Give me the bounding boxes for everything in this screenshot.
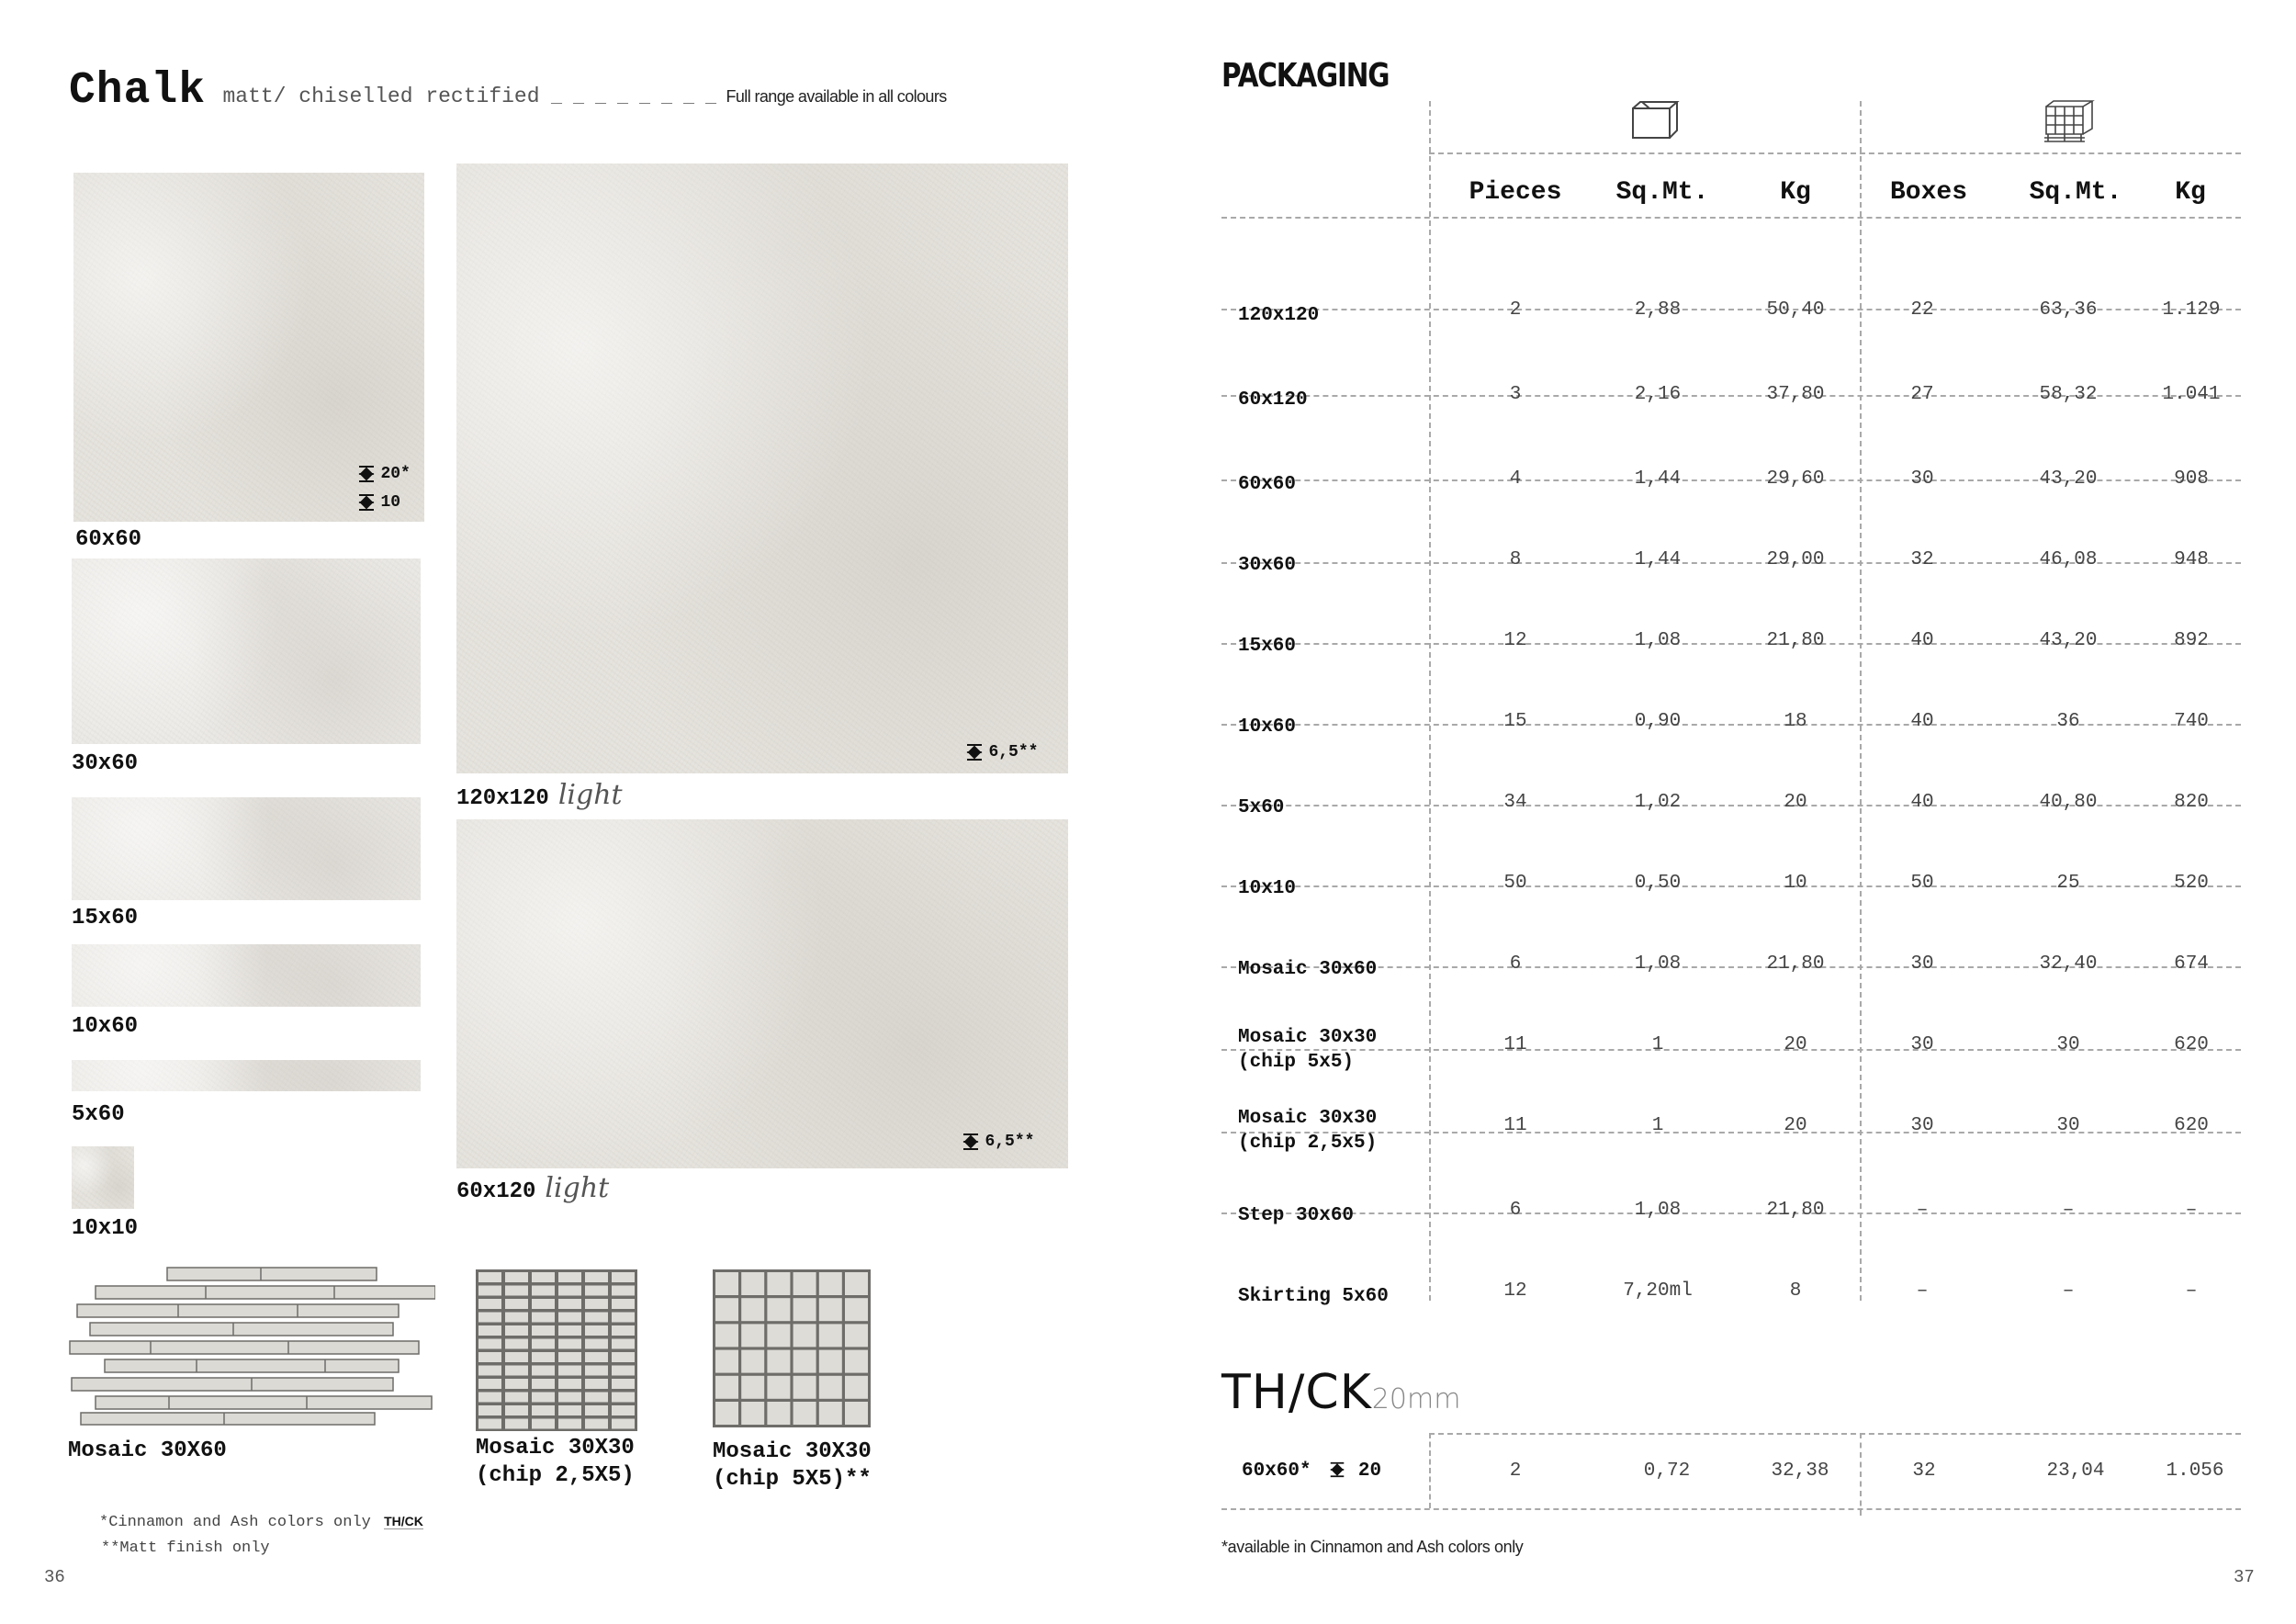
cell-pieces: 12 bbox=[1503, 1280, 1527, 1302]
tile-120x120-image bbox=[456, 164, 1068, 773]
row-label bbox=[1238, 553, 1296, 578]
cell-pallet-sqmt: 43,20 bbox=[2039, 630, 2098, 651]
tile-label-120x120 bbox=[456, 779, 623, 811]
cell-sqmt: 0,90 bbox=[1634, 711, 1682, 732]
cell-sqmt: 1 bbox=[1651, 1034, 1664, 1055]
thick-logo-main: TH/CK bbox=[1221, 1365, 1372, 1420]
tile-label-5x60: 5x60 bbox=[72, 1102, 125, 1127]
cell-boxes: 30 bbox=[1910, 468, 1934, 490]
thick-mini-logo: TH/CK bbox=[384, 1514, 423, 1528]
cell-sqmt: 1 bbox=[1651, 1115, 1664, 1136]
thick-pallet-kg: 1.056 bbox=[2166, 1460, 2224, 1482]
thick-logo bbox=[1221, 1365, 1460, 1420]
cell-kg: 20 bbox=[1784, 1115, 1807, 1136]
cell-pallet-sqmt: 43,20 bbox=[2039, 468, 2098, 490]
thick-sqmt: 0,72 bbox=[1643, 1460, 1691, 1482]
mosaic-chip bbox=[845, 1376, 868, 1399]
cell-boxes: – bbox=[1916, 1280, 1929, 1302]
cell-kg: 8 bbox=[1789, 1280, 1802, 1302]
mosaic-chip bbox=[478, 1286, 501, 1296]
thick-logo-small: 20mm bbox=[1371, 1383, 1461, 1415]
cell-pallet-kg: 674 bbox=[2174, 953, 2209, 975]
mosaic-chip bbox=[478, 1299, 501, 1309]
mosaic-chip bbox=[612, 1286, 635, 1296]
mosaic-chip bbox=[585, 1313, 608, 1323]
mosaic-chip bbox=[532, 1272, 555, 1282]
mosaic-chip-5x5-label bbox=[713, 1438, 872, 1494]
cell-boxes: 32 bbox=[1910, 549, 1934, 570]
mosaic-chip bbox=[505, 1325, 528, 1336]
mosaic-chip bbox=[558, 1405, 581, 1415]
cell-boxes: 30 bbox=[1910, 953, 1934, 975]
page-number-left: 36 bbox=[44, 1567, 65, 1587]
cell-boxes: 22 bbox=[1910, 299, 1934, 321]
mosaic-chip bbox=[478, 1325, 501, 1336]
cell-pallet-sqmt: 46,08 bbox=[2039, 549, 2098, 570]
thick-row-label bbox=[1242, 1459, 1381, 1483]
mosaic-chip bbox=[558, 1379, 581, 1389]
cell-pieces: 8 bbox=[1509, 549, 1522, 570]
cell-pieces: 11 bbox=[1503, 1115, 1527, 1136]
mosaic-chip bbox=[612, 1393, 635, 1403]
mosaic-chip bbox=[612, 1379, 635, 1389]
finish-light: light bbox=[545, 1172, 610, 1204]
row-divider bbox=[1429, 152, 2241, 154]
cell-pallet-kg: 1.041 bbox=[2162, 384, 2221, 405]
pallet-icon bbox=[2043, 99, 2096, 143]
row-label-line1: 60x120 bbox=[1238, 389, 1308, 411]
mosaic-chip bbox=[793, 1402, 816, 1425]
cell-pallet-kg: 520 bbox=[2174, 873, 2209, 894]
cell-pallet-sqmt: 58,32 bbox=[2039, 384, 2098, 405]
mosaic-chip bbox=[715, 1272, 738, 1295]
mosaic-chip bbox=[585, 1419, 608, 1429]
mosaic-chip bbox=[558, 1393, 581, 1403]
thickness-badge-6-5-b bbox=[961, 1132, 1034, 1152]
mosaic-chip bbox=[532, 1325, 555, 1336]
mosaic-chip bbox=[505, 1339, 528, 1349]
thickness-badge-20 bbox=[356, 464, 411, 484]
cell-pallet-kg: – bbox=[2185, 1200, 2198, 1221]
mosaic-chip bbox=[585, 1366, 608, 1376]
mosaic-chip bbox=[558, 1339, 581, 1349]
tile-10x10-image bbox=[72, 1146, 134, 1209]
mosaic-chip bbox=[558, 1286, 581, 1296]
mosaic-chip bbox=[505, 1352, 528, 1362]
mosaic-chip bbox=[585, 1286, 608, 1296]
thickness-icon bbox=[961, 1132, 981, 1152]
thick-divider-mid bbox=[1860, 1433, 1862, 1516]
range-note: Full range available in all colours bbox=[726, 87, 947, 106]
column-divider bbox=[1429, 101, 1431, 1301]
mosaic-chip bbox=[478, 1313, 501, 1323]
cell-pieces: 3 bbox=[1509, 384, 1522, 405]
cell-sqmt: 1,08 bbox=[1634, 630, 1682, 651]
row-label bbox=[1238, 472, 1296, 497]
thick-row-thickness: 20 bbox=[1357, 1460, 1382, 1482]
row-label bbox=[1238, 1284, 1389, 1309]
thick-pieces: 2 bbox=[1509, 1460, 1522, 1482]
mosaic-chip bbox=[585, 1405, 608, 1415]
row-label-line1: Mosaic 30x60 bbox=[1238, 959, 1378, 980]
mosaic-chip bbox=[532, 1366, 555, 1376]
cell-boxes: 27 bbox=[1910, 384, 1934, 405]
row-label-line1: Mosaic 30x30 bbox=[1238, 1027, 1378, 1048]
row-label bbox=[1238, 1203, 1354, 1228]
cell-kg: 20 bbox=[1784, 792, 1807, 813]
row-label bbox=[1238, 1106, 1377, 1156]
mosaic-label-line1: Mosaic 30X30 bbox=[476, 1436, 635, 1460]
mosaic-chip bbox=[532, 1405, 555, 1415]
mosaic-chip bbox=[767, 1272, 790, 1295]
row-label bbox=[1238, 1025, 1377, 1075]
thickness-value: 6,5** bbox=[988, 743, 1039, 762]
tile-label-10x60: 10x60 bbox=[72, 1014, 139, 1039]
mosaic-chip bbox=[532, 1419, 555, 1429]
packaging-footnote: *available in Cinnamon and Ash colors only bbox=[1221, 1538, 1524, 1556]
mosaic-chip bbox=[478, 1393, 501, 1403]
mosaic-chip bbox=[819, 1272, 842, 1295]
row-label-line1: 5x60 bbox=[1238, 797, 1285, 818]
mosaic-label-line1: Mosaic 30X30 bbox=[713, 1439, 872, 1464]
thick-pallet-sqmt: 23,04 bbox=[2046, 1460, 2105, 1482]
mosaic-chip bbox=[715, 1298, 738, 1321]
mosaic-chip bbox=[585, 1393, 608, 1403]
mosaic-chip bbox=[612, 1419, 635, 1429]
mosaic-chip bbox=[767, 1324, 790, 1347]
row-label bbox=[1238, 876, 1296, 901]
row-label-line2: (chip 5x5) bbox=[1238, 1052, 1355, 1073]
cell-pallet-kg: 1.129 bbox=[2162, 299, 2221, 321]
thickness-badge-6-5 bbox=[964, 742, 1038, 762]
subtitle-dashes: _ _ _ _ _ _ _ _ bbox=[551, 87, 717, 108]
cell-pieces: 4 bbox=[1509, 468, 1522, 490]
row-label-line1: 120x120 bbox=[1238, 305, 1320, 326]
mosaic-chip bbox=[612, 1313, 635, 1323]
tile-60x120-image bbox=[456, 819, 1068, 1168]
thickness-badge-10 bbox=[356, 492, 400, 513]
mosaic-chip bbox=[793, 1350, 816, 1373]
row-label-line1: 10x60 bbox=[1238, 716, 1297, 738]
row-label-line1: Mosaic 30x30 bbox=[1238, 1108, 1378, 1129]
thick-boxes: 32 bbox=[1912, 1460, 1936, 1482]
cell-kg: 21,80 bbox=[1766, 953, 1825, 975]
mosaic-chip bbox=[505, 1286, 528, 1296]
mosaic-chip bbox=[845, 1324, 868, 1347]
cell-pallet-sqmt: – bbox=[2062, 1280, 2075, 1302]
cell-sqmt: 2,88 bbox=[1634, 299, 1682, 321]
thickness-icon bbox=[356, 492, 377, 513]
mosaic-chip bbox=[793, 1298, 816, 1321]
cell-pallet-kg: 948 bbox=[2174, 549, 2209, 570]
mosaic-chip bbox=[819, 1402, 842, 1425]
product-subtitle: matt/ chiselled rectified bbox=[222, 85, 540, 108]
mosaic-chip bbox=[767, 1350, 790, 1373]
mosaic-chip bbox=[505, 1379, 528, 1389]
mosaic-chip bbox=[478, 1405, 501, 1415]
cell-sqmt: 1,08 bbox=[1634, 953, 1682, 975]
thickness-value: 20* bbox=[380, 465, 411, 484]
cell-kg: 29,00 bbox=[1766, 549, 1825, 570]
mosaic-chip bbox=[585, 1379, 608, 1389]
cell-sqmt: 1,08 bbox=[1634, 1200, 1682, 1221]
mosaic-chip bbox=[558, 1325, 581, 1336]
mosaic-chip bbox=[741, 1324, 764, 1347]
col-header-kg: Kg bbox=[1780, 178, 1811, 207]
tile-label-30x60: 30x60 bbox=[72, 751, 139, 776]
mosaic-chip bbox=[532, 1379, 555, 1389]
row-label-line2: (chip 2,5x5) bbox=[1238, 1133, 1378, 1154]
mosaic-chip bbox=[793, 1324, 816, 1347]
thick-row-top-line bbox=[1429, 1433, 2241, 1435]
mosaic-chip bbox=[612, 1339, 635, 1349]
cell-sqmt: 0,50 bbox=[1634, 873, 1682, 894]
finish-light: light bbox=[557, 779, 623, 811]
cell-kg: 21,80 bbox=[1766, 630, 1825, 651]
footnote-matt-finish: **Matt finish only bbox=[101, 1539, 270, 1557]
row-label-line1: 60x60 bbox=[1238, 474, 1297, 495]
product-title-block bbox=[69, 66, 947, 116]
mosaic-chip bbox=[532, 1299, 555, 1309]
cell-pallet-sqmt: 30 bbox=[2056, 1034, 2080, 1055]
row-label-line1: Skirting 5x60 bbox=[1238, 1286, 1389, 1307]
mosaic-chip bbox=[767, 1298, 790, 1321]
mosaic-chip bbox=[505, 1299, 528, 1309]
mosaic-chip bbox=[585, 1339, 608, 1349]
mosaic-chip bbox=[715, 1376, 738, 1399]
thick-divider-left bbox=[1429, 1433, 1431, 1508]
cell-boxes: 30 bbox=[1910, 1034, 1934, 1055]
mosaic-chip-2-5x5-label bbox=[476, 1435, 635, 1490]
cell-boxes: 30 bbox=[1910, 1115, 1934, 1136]
thick-row-bottom-line bbox=[1221, 1508, 2241, 1510]
cell-pieces: 11 bbox=[1503, 1034, 1527, 1055]
mosaic-chip bbox=[478, 1352, 501, 1362]
cell-kg: 29,60 bbox=[1766, 468, 1825, 490]
mosaic-chip bbox=[558, 1299, 581, 1309]
tile-label-60x120 bbox=[456, 1172, 609, 1204]
col-header-pallet-kg: Kg bbox=[2175, 178, 2206, 207]
mosaic-chip bbox=[612, 1272, 635, 1282]
mosaic-30x60-image bbox=[68, 1266, 435, 1427]
product-title: Chalk bbox=[69, 66, 207, 116]
box-icon bbox=[1629, 99, 1681, 141]
mosaic-chip bbox=[585, 1272, 608, 1282]
mosaic-chip bbox=[558, 1313, 581, 1323]
cell-kg: 21,80 bbox=[1766, 1200, 1825, 1221]
mosaic-chip bbox=[532, 1286, 555, 1296]
mosaic-chip bbox=[715, 1402, 738, 1425]
cell-sqmt: 1,02 bbox=[1634, 792, 1682, 813]
mosaic-chip bbox=[612, 1325, 635, 1336]
cell-sqmt: 7,20ml bbox=[1623, 1280, 1693, 1302]
mosaic-chip-5x5-image bbox=[713, 1269, 871, 1427]
mosaic-chip bbox=[612, 1405, 635, 1415]
mosaic-chip bbox=[558, 1272, 581, 1282]
cell-pallet-kg: 820 bbox=[2174, 792, 2209, 813]
row-label bbox=[1238, 957, 1377, 982]
mosaic-chip bbox=[845, 1350, 868, 1373]
mosaic-chip bbox=[558, 1352, 581, 1362]
cell-pallet-kg: 620 bbox=[2174, 1115, 2209, 1136]
cell-pallet-kg: 620 bbox=[2174, 1034, 2209, 1055]
mosaic-chip bbox=[558, 1419, 581, 1429]
mosaic-chip bbox=[585, 1299, 608, 1309]
mosaic-chip bbox=[612, 1352, 635, 1362]
mosaic-chip bbox=[478, 1366, 501, 1376]
thickness-icon bbox=[964, 742, 985, 762]
cell-pieces: 50 bbox=[1503, 873, 1527, 894]
tile-label-15x60: 15x60 bbox=[72, 906, 139, 930]
mosaic-chip bbox=[505, 1393, 528, 1403]
cell-sqmt: 1,44 bbox=[1634, 468, 1682, 490]
row-label bbox=[1238, 303, 1319, 328]
mosaic-chip bbox=[767, 1402, 790, 1425]
row-label bbox=[1238, 795, 1284, 820]
mosaic-chip bbox=[741, 1298, 764, 1321]
cell-pieces: 15 bbox=[1503, 711, 1527, 732]
cell-kg: 20 bbox=[1784, 1034, 1807, 1055]
cell-pallet-sqmt: 40,80 bbox=[2039, 792, 2098, 813]
cell-boxes: 40 bbox=[1910, 711, 1934, 732]
mosaic-chip bbox=[532, 1339, 555, 1349]
tile-10x60-image bbox=[72, 944, 421, 1007]
tile-size: 60x120 bbox=[456, 1179, 536, 1204]
mosaic-chip bbox=[585, 1325, 608, 1336]
mosaic-chip bbox=[505, 1313, 528, 1323]
row-label bbox=[1238, 715, 1296, 739]
row-label-line1: 15x60 bbox=[1238, 636, 1297, 657]
row-label bbox=[1238, 634, 1296, 659]
cell-pallet-kg: – bbox=[2185, 1280, 2198, 1302]
mosaic-chip bbox=[478, 1272, 501, 1282]
thickness-icon bbox=[356, 464, 377, 484]
mosaic-chip bbox=[612, 1299, 635, 1309]
cell-boxes: 40 bbox=[1910, 792, 1934, 813]
col-header-sqmt: Sq.Mt. bbox=[1615, 178, 1709, 207]
row-label-line1: 10x10 bbox=[1238, 878, 1297, 899]
mosaic-chip bbox=[819, 1350, 842, 1373]
tile-label-10x10: 10x10 bbox=[72, 1216, 139, 1241]
cell-kg: 10 bbox=[1784, 873, 1807, 894]
column-divider bbox=[1860, 101, 1862, 1301]
cell-sqmt: 1,44 bbox=[1634, 549, 1682, 570]
cell-pallet-sqmt: 30 bbox=[2056, 1115, 2080, 1136]
packaging-title: PACKAGING bbox=[1221, 57, 1390, 95]
cell-pallet-kg: 908 bbox=[2174, 468, 2209, 490]
mosaic-chip bbox=[767, 1376, 790, 1399]
cell-pallet-kg: 892 bbox=[2174, 630, 2209, 651]
thick-kg: 32,38 bbox=[1771, 1460, 1829, 1482]
cell-pallet-sqmt: 36 bbox=[2056, 711, 2080, 732]
cell-pallet-kg: 740 bbox=[2174, 711, 2209, 732]
mosaic-chip bbox=[819, 1298, 842, 1321]
cell-pieces: 2 bbox=[1509, 299, 1522, 321]
footnote-cinnamon-ash bbox=[99, 1514, 423, 1531]
cell-boxes: 50 bbox=[1910, 873, 1934, 894]
mosaic-chip bbox=[819, 1376, 842, 1399]
cell-kg: 50,40 bbox=[1766, 299, 1825, 321]
col-header-pallet-sqmt: Sq.Mt. bbox=[2029, 178, 2122, 207]
thickness-value: 10 bbox=[380, 493, 401, 513]
row-label bbox=[1238, 388, 1308, 412]
mosaic-chip bbox=[505, 1366, 528, 1376]
col-header-boxes: Boxes bbox=[1889, 178, 1967, 207]
cell-boxes: 40 bbox=[1910, 630, 1934, 651]
tile-size: 120x120 bbox=[456, 786, 549, 811]
mosaic-chip bbox=[715, 1324, 738, 1347]
thickness-value: 6,5** bbox=[985, 1133, 1035, 1152]
mosaic-chip bbox=[585, 1352, 608, 1362]
tile-5x60-image bbox=[72, 1060, 421, 1091]
cell-pallet-sqmt: 63,36 bbox=[2039, 299, 2098, 321]
mosaic-chip bbox=[505, 1405, 528, 1415]
mosaic-chip bbox=[715, 1350, 738, 1373]
mosaic-chip bbox=[532, 1352, 555, 1362]
footnote-text: *Cinnamon and Ash colors only bbox=[99, 1514, 371, 1531]
mosaic-chip bbox=[741, 1272, 764, 1295]
thick-row-size: 60x60* bbox=[1242, 1460, 1311, 1482]
tile-label-60x60: 60x60 bbox=[75, 527, 142, 552]
row-label-line1: 30x60 bbox=[1238, 555, 1297, 576]
mosaic-30x60-label: Mosaic 30X60 bbox=[68, 1438, 227, 1463]
mosaic-label-line2: (chip 5X5)** bbox=[713, 1467, 872, 1492]
mosaic-chip bbox=[612, 1366, 635, 1376]
mosaic-chip bbox=[478, 1339, 501, 1349]
thickness-icon bbox=[1328, 1460, 1346, 1479]
mosaic-chip bbox=[741, 1376, 764, 1399]
tile-15x60-image bbox=[72, 797, 421, 900]
mosaic-chip bbox=[793, 1272, 816, 1295]
mosaic-label-line2: (chip 2,5X5) bbox=[476, 1463, 635, 1488]
mosaic-chip bbox=[478, 1379, 501, 1389]
cell-kg: 18 bbox=[1784, 711, 1807, 732]
mosaic-chip bbox=[793, 1376, 816, 1399]
mosaic-chip bbox=[478, 1419, 501, 1429]
cell-boxes: – bbox=[1916, 1200, 1929, 1221]
mosaic-chip bbox=[532, 1393, 555, 1403]
mosaic-chip bbox=[845, 1272, 868, 1295]
mosaic-chip bbox=[845, 1402, 868, 1425]
mosaic-chip-2-5x5-image bbox=[476, 1269, 637, 1431]
tile-30x60-image bbox=[72, 558, 421, 744]
mosaic-chip bbox=[741, 1402, 764, 1425]
cell-sqmt: 2,16 bbox=[1634, 384, 1682, 405]
mosaic-chip bbox=[505, 1419, 528, 1429]
mosaic-chip bbox=[532, 1313, 555, 1323]
row-divider bbox=[1221, 217, 2241, 219]
mosaic-chip bbox=[741, 1350, 764, 1373]
mosaic-chip bbox=[505, 1272, 528, 1282]
col-header-pieces: Pieces bbox=[1469, 178, 1562, 207]
cell-pieces: 6 bbox=[1509, 953, 1522, 975]
mosaic-chip bbox=[558, 1366, 581, 1376]
cell-kg: 37,80 bbox=[1766, 384, 1825, 405]
cell-pallet-sqmt: 25 bbox=[2056, 873, 2080, 894]
cell-pieces: 34 bbox=[1503, 792, 1527, 813]
cell-pieces: 6 bbox=[1509, 1200, 1522, 1221]
cell-pieces: 12 bbox=[1503, 630, 1527, 651]
mosaic-chip bbox=[845, 1298, 868, 1321]
mosaic-chip bbox=[819, 1324, 842, 1347]
cell-pallet-sqmt: – bbox=[2062, 1200, 2075, 1221]
row-label-line1: Step 30x60 bbox=[1238, 1205, 1355, 1226]
cell-pallet-sqmt: 32,40 bbox=[2039, 953, 2098, 975]
page-number-right: 37 bbox=[2234, 1567, 2255, 1587]
